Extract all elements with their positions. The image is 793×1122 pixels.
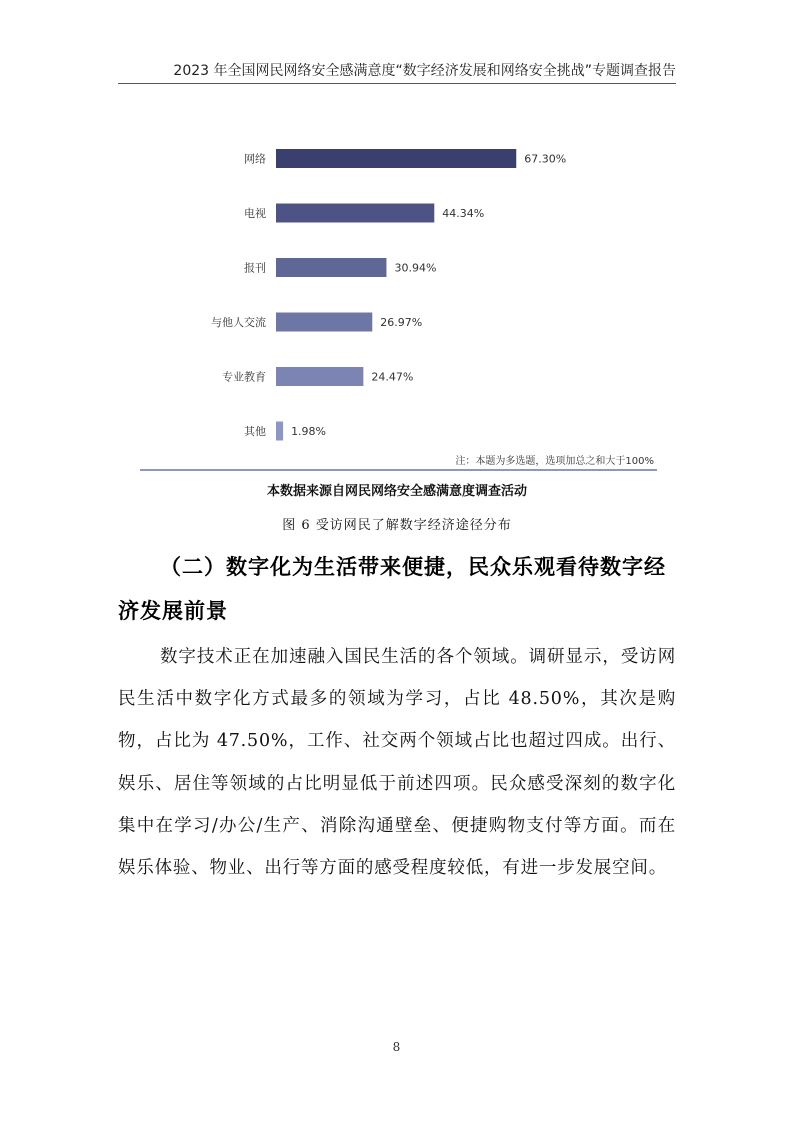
section-heading: （二）数字化为生活带来便捷，民众乐观看待数字经济发展前景 [118,555,666,623]
figure-container [118,130,676,540]
bar [276,422,283,441]
bar-category-label: 专业教育 [222,370,266,384]
bar-category-label: 报刊 [244,261,266,275]
chart-source: 本数据来源自网民网络安全感满意度调查活动 [266,484,527,499]
bar [276,313,372,332]
bar [276,258,386,277]
bar-value-label: 1.98% [291,425,327,438]
bar-value-label: 24.47% [371,370,414,384]
header-divider [118,83,676,84]
bar [276,149,516,168]
page-number: 8 [392,1040,401,1054]
chart-divider [140,469,657,471]
bar-chart [118,130,676,450]
chart-note: 注：本题为多选题，选项加总之和大于100% [455,456,654,467]
bar-value-label: 44.34% [442,207,485,220]
bar [276,367,363,386]
bar-value-label: 26.97% [380,316,423,329]
body-paragraph: 数字技术正在加速融入国民生活的各个领域。调研显示，受访网民生活中数字化方式最多的领域为学习，占比 48.50%，其次是购物，占比为 47.50%，工作、社交两个领域占比也超过四成。出行、娱乐、居住等领域的占比明显低于前述四项。民众感受深刻的数字化集中在学习/办公/生产、消除沟通壁垒、便捷购物支付等方面。而在娱乐体验、物业、出行等方面的感受程度较低，有进一步发展空间。 [118,647,676,879]
bar-value-label: 30.94% [394,261,437,275]
figure-caption: 图 6 受访网民了解数字经济途径分布 [282,518,512,533]
bar [276,204,434,223]
bar-category-label: 与他人交流 [211,316,266,329]
bar-category-label: 网络 [244,152,266,166]
bar-category-label: 其他 [244,425,266,438]
page-header-title: 2023 年全国网民网络安全感满意度“数字经济发展和网络安全挑战”专题调查报告 [173,63,676,79]
bar-value-label: 67.30% [524,152,567,166]
bar-category-label: 电视 [244,207,266,220]
